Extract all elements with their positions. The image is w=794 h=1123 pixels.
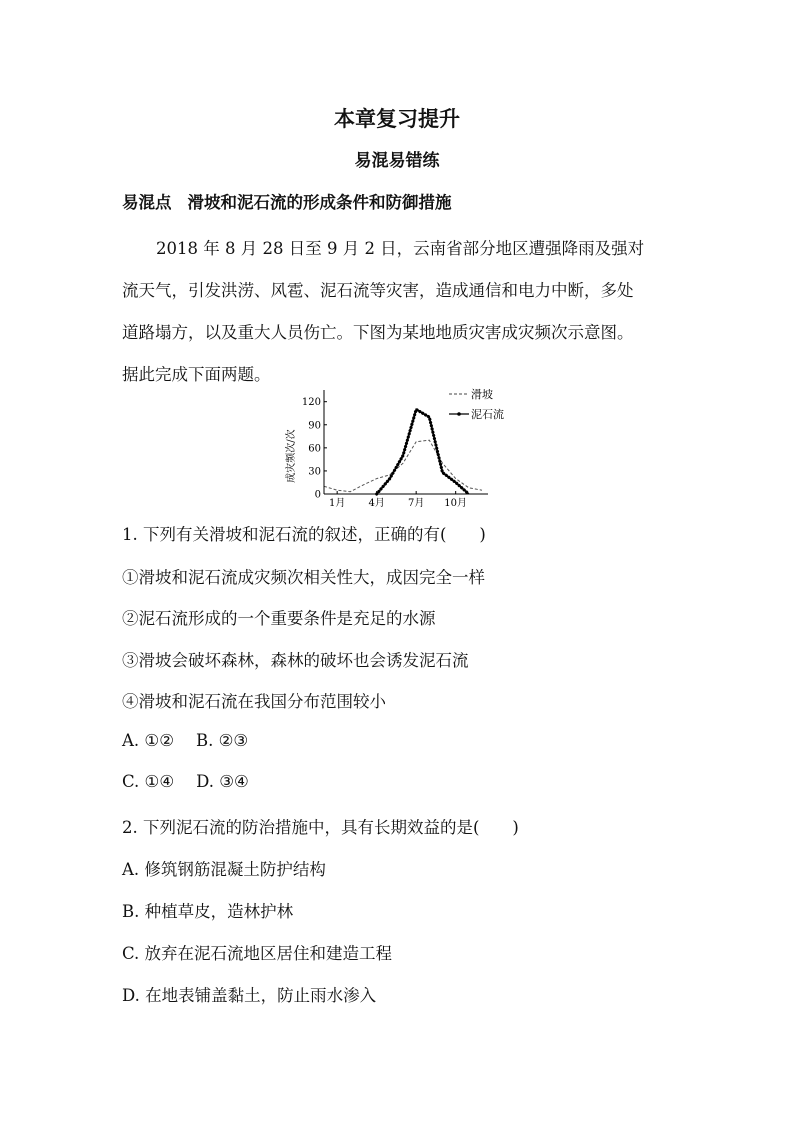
x-tick-label: 1月 [328, 498, 346, 509]
y-tick-label: 90 [308, 420, 321, 432]
section-subtitle: 易混易错练 [354, 151, 440, 171]
y-tick-label: 0 [314, 489, 321, 501]
question-2-option-a: A. 修筑钢筋混凝土防护结构 [122, 860, 326, 879]
x-tick-label: 4月 [368, 498, 385, 509]
y-tick-label: 30 [308, 466, 321, 478]
question-1-options-row [122, 772, 249, 791]
question-2-option-b: B. 种植草皮，造林护林 [122, 902, 294, 921]
disaster-frequency-chart [282, 384, 522, 514]
legend-label-debris-flow: 泥石流 [471, 408, 504, 421]
question-2-stem: 2. 下列泥石流的防治措施中，具有长期效益的是( ) [122, 818, 519, 837]
question-1-item: ④滑坡和泥石流在我国分布范围较小 [122, 692, 386, 711]
intro-line: 据此完成下面两题。 [122, 365, 271, 384]
section-heading [122, 189, 452, 213]
y-tick-label: 120 [301, 397, 321, 409]
section-topic: 滑坡和泥石流的形成条件和防御措施 [187, 193, 452, 212]
question-1-options-row [122, 731, 248, 750]
option-d: D. ③④ [196, 772, 249, 791]
x-tick-label: 7月 [407, 498, 425, 509]
option-b: B. ②③ [196, 731, 249, 750]
page-title: 本章复习提升 [334, 107, 460, 131]
question-1-stem: 1. 下列有关滑坡和泥石流的叙述，正确的有( ) [122, 525, 486, 544]
question-1-item: ②泥石流形成的一个重要条件是充足的水源 [122, 609, 436, 628]
intro-line: 流天气，引发洪涝、风雹、泥石流等灾害，造成通信和电力中断，多处 [122, 281, 634, 300]
intro-line: 道路塌方，以及重大人员伤亡。下图为某地地质灾害成灾频次示意图。 [122, 323, 634, 342]
option-c: C. ①④ [122, 772, 175, 791]
question-1-item: ③滑坡会破坏森林，森林的破坏也会诱发泥石流 [122, 651, 469, 670]
option-a: A. ①② [122, 731, 174, 750]
section-label: 易混点 [122, 193, 172, 212]
intro-line: 2018 年 8 月 28 日至 9 月 2 日，云南省部分地区遭强降雨及强对 [156, 239, 645, 258]
y-axis-label: 成灾频次/次 [286, 429, 297, 483]
question-2-option-c: C. 放弃在泥石流地区居住和建造工程 [122, 944, 393, 963]
series-dots-debris-flow [377, 409, 469, 494]
intro-paragraph [122, 228, 682, 396]
y-tick-label: 60 [308, 443, 321, 455]
legend-marker-debris-flow [457, 412, 461, 416]
legend-label-landslide: 滑坡 [471, 388, 493, 401]
question-2-option-d: D. 在地表铺盖黏土，防止雨水渗入 [122, 986, 377, 1005]
x-tick-label: 10月 [444, 498, 468, 509]
question-1-item: ①滑坡和泥石流成灾频次相关性大，成因完全一样 [122, 568, 485, 587]
